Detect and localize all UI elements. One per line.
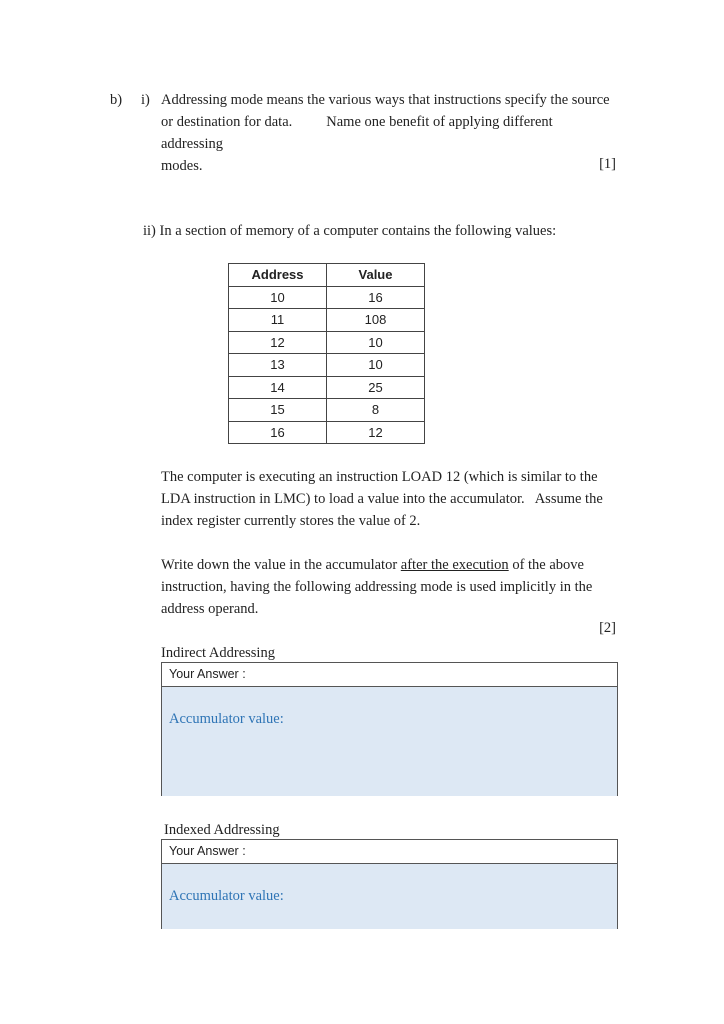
indirect-answer-box[interactable] [161,662,618,796]
indexed-answer-header: Your Answer : [162,840,617,864]
task-paragraph [161,554,616,620]
value-cell: 10 [327,331,425,354]
memory-table-header [229,264,425,287]
indirect-answer-header: Your Answer : [162,663,617,687]
sub-i-line2b: Name one benefit of applying different addressing [161,114,553,152]
address-cell: 11 [229,309,327,332]
sub-i-line3: modes. [161,158,203,174]
address-cell: 14 [229,376,327,399]
address-cell: 12 [229,331,327,354]
para2-line3: address operand. [161,601,259,617]
indexed-title: Indexed Addressing [164,822,280,838]
memory-table [228,263,425,444]
indexed-answer-field[interactable] [162,864,617,929]
indexed-accumulator-prompt: Accumulator value: [169,888,284,904]
address-cell: 13 [229,354,327,377]
part-label: b) [110,92,123,108]
indirect-title: Indirect Addressing [161,645,275,661]
indexed-answer-box[interactable] [161,839,618,929]
table-row [229,354,425,377]
sub-i-line2 [161,111,616,155]
instruction-paragraph [161,466,616,532]
value-cell: 16 [327,286,425,309]
sub-i-marks: [1] [599,156,616,172]
para2-line1-pre: Write down the value in the accumulator [161,557,401,573]
sub-ii-intro: ii) In a section of memory of a computer contains the following values: [143,223,557,239]
value-cell: 108 [327,309,425,332]
header-address: Address [229,264,327,287]
indirect-answer-field[interactable] [162,687,617,796]
sub-ii-marks: [2] [599,620,616,636]
para2-line2: instruction, having the following addressing mode is used implicitly in the [161,579,593,595]
value-cell: 12 [327,421,425,444]
sub-i-question [161,89,616,177]
para1-line2: LDA instruction in LMC) to load a value into the accumulator. Assume the [161,491,603,507]
table-row [229,421,425,444]
address-cell: 10 [229,286,327,309]
address-cell: 15 [229,399,327,422]
para2-line1-underlined: after the execution [400,557,509,573]
sub-i-line2a: or destination for data. [161,114,293,130]
header-value: Value [327,264,425,287]
sub-i-label: i) [141,92,150,108]
para1-line1: The computer is executing an instruction LOAD 12 (which is similar to the [161,469,598,485]
value-cell: 8 [327,399,425,422]
indirect-accumulator-prompt: Accumulator value: [169,711,284,727]
address-cell: 16 [229,421,327,444]
value-cell: 25 [327,376,425,399]
table-row [229,286,425,309]
table-row [229,331,425,354]
para2-line1 [161,554,616,576]
sub-i-line1: Addressing mode means the various ways that instructions specify the source [161,92,610,108]
para2-line1-post: of the above [508,557,584,573]
table-row [229,309,425,332]
table-row [229,376,425,399]
para1-line3: index register currently stores the value of 2. [161,513,421,529]
value-cell: 10 [327,354,425,377]
table-row [229,399,425,422]
